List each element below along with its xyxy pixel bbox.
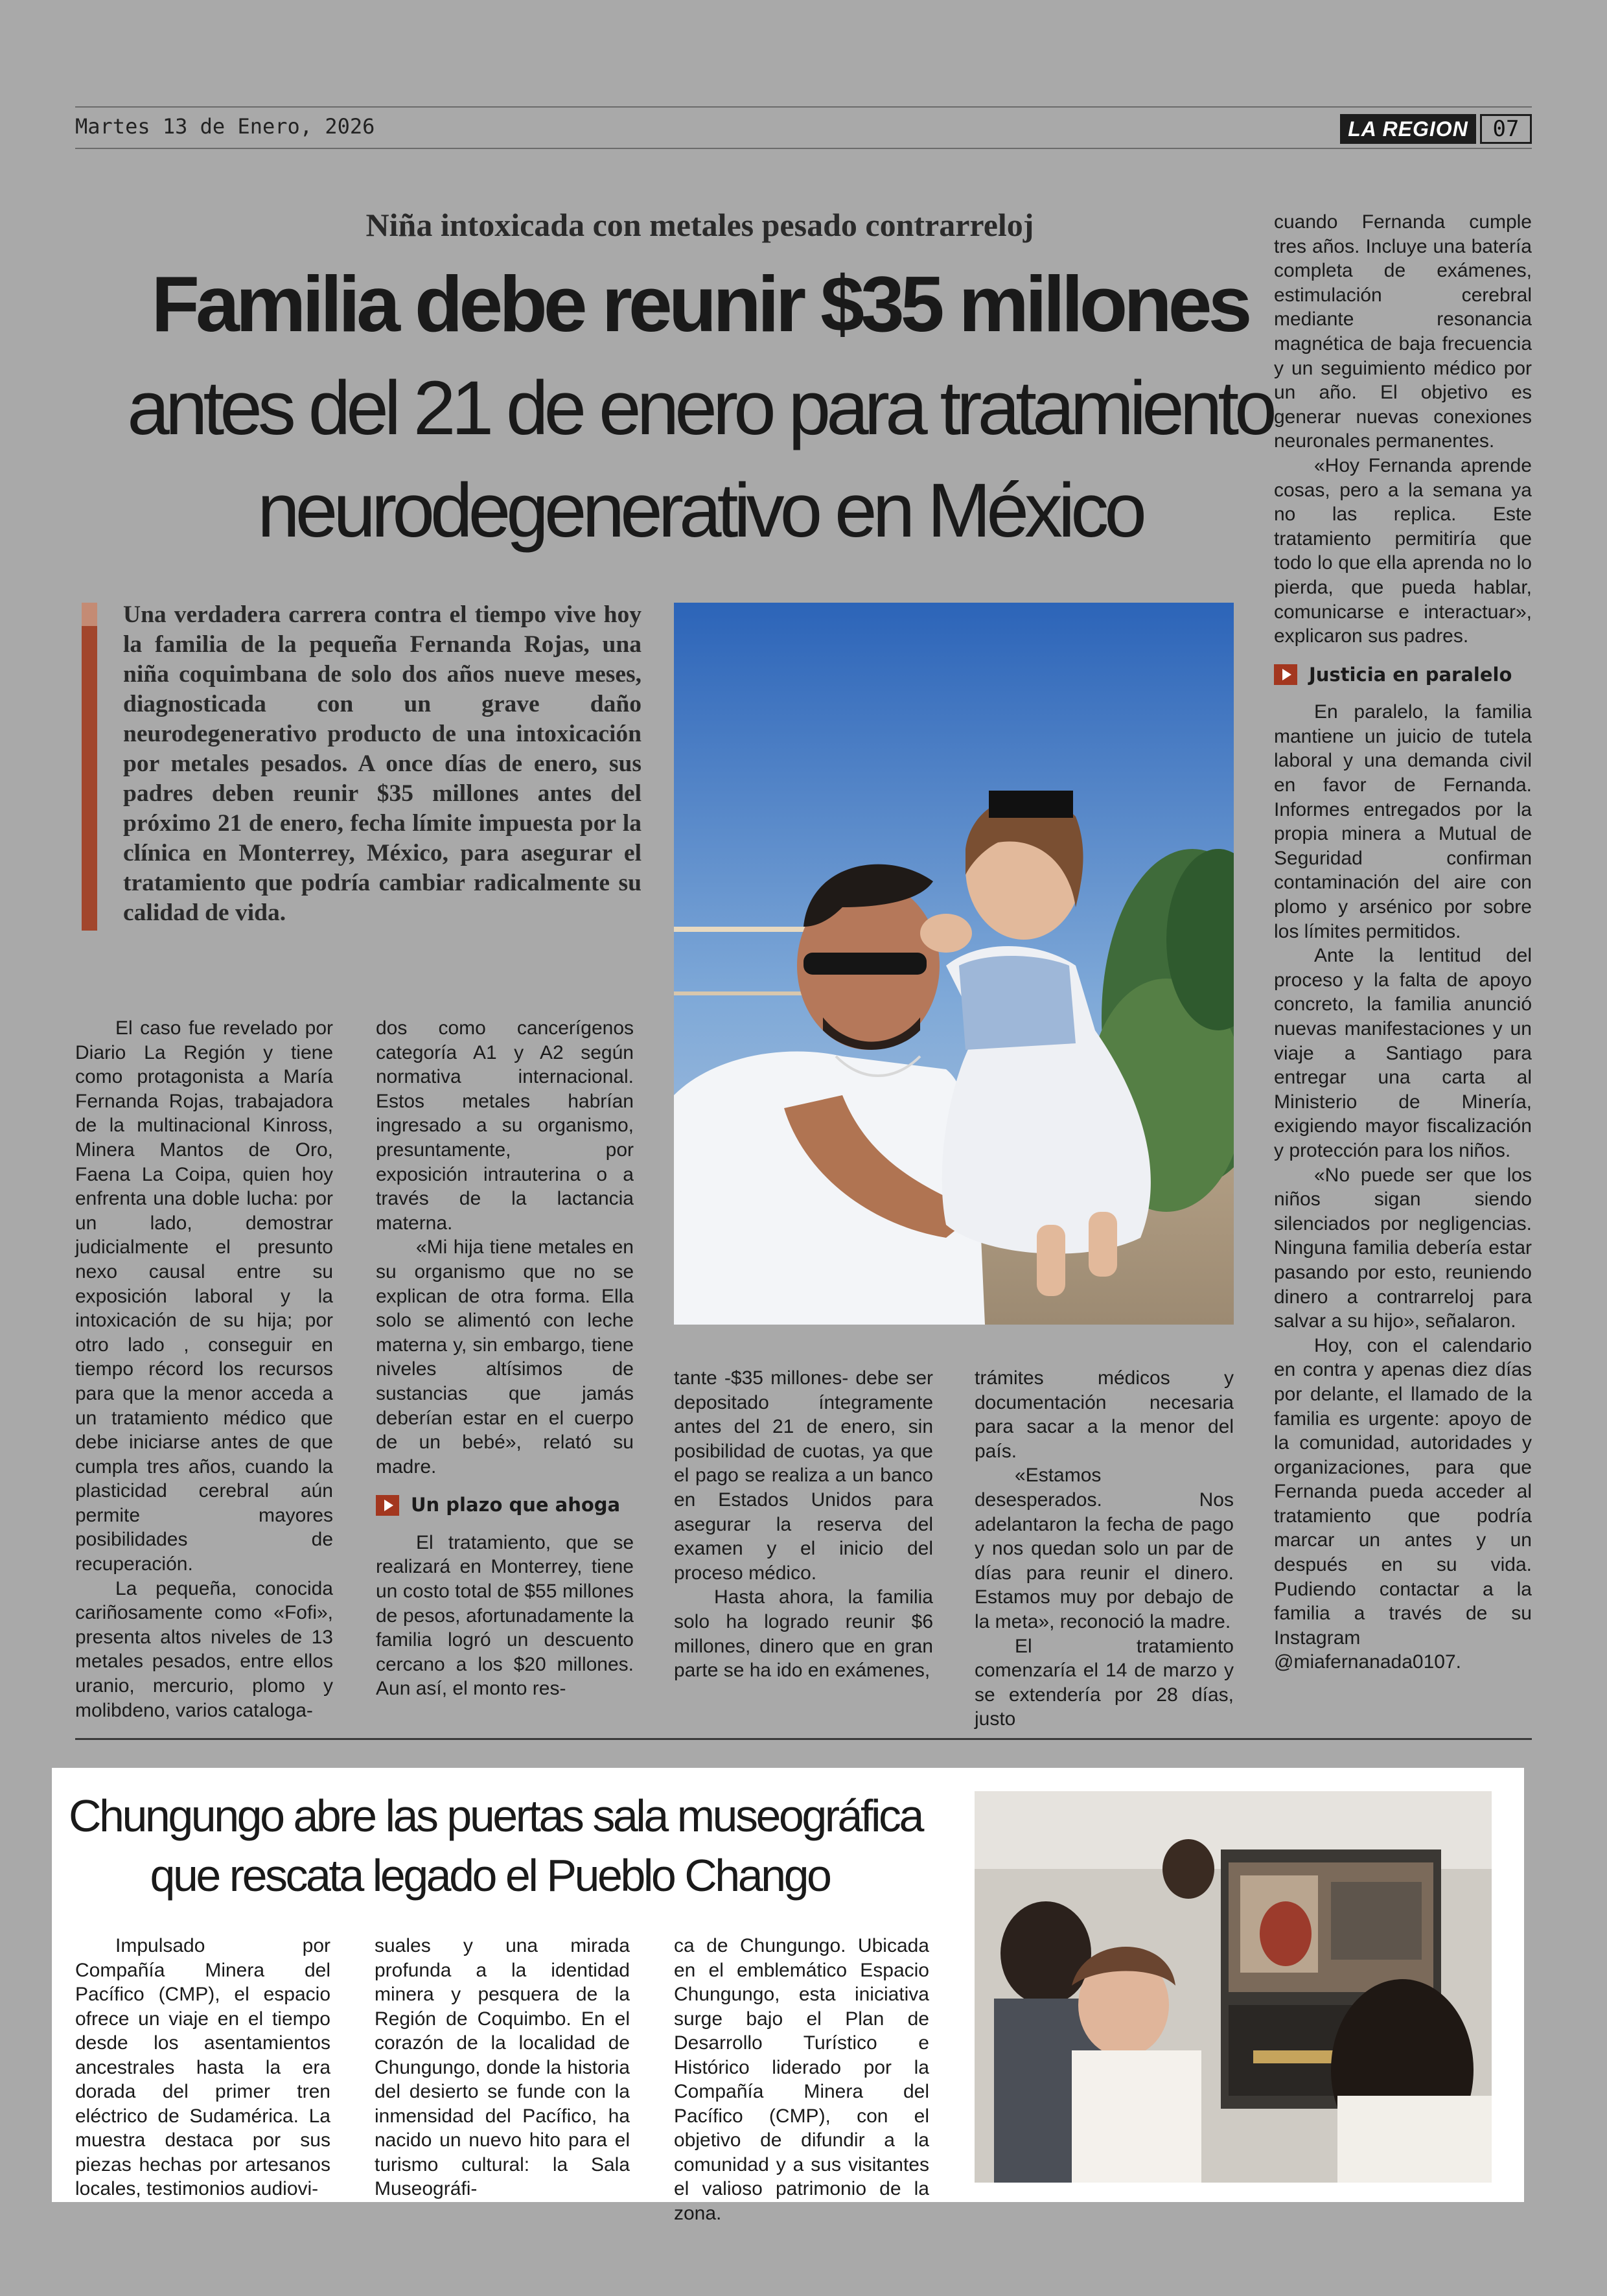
headline-line-3: neurodegenerativo en México [257, 468, 1142, 553]
section-divider [75, 1738, 1532, 1740]
subhead-justicia [1274, 663, 1532, 688]
paragraph: «Estamos desesperados. Nos adelantaron la fecha de pago y nos quedan solo un par de días para reunir el dinero. Estamos muy por debajo de la meta», reconoció la madre. [975, 1465, 1234, 1632]
subhead-label: Justicia en paralelo [1309, 663, 1512, 686]
bottom-headline-line-2: que rescata legado el Pueblo Chango [150, 1850, 830, 1901]
lead-accent-bar [82, 626, 97, 931]
paragraph: El tratamiento, que se realizará en Monterrey, tiene un costo total de $55 millones de pesos, afortunadamente la familia logró un descuento cercano a los $20 millones. Aun así, el monto res- [376, 1531, 634, 1700]
paragraph: En paralelo, la familia mantiene un juicio de tutela laboral y una demanda civil en favor de Fernanda. Informes entregados por la propia minera a Mutual de Seguridad confirman contaminación del aire con plomo y arsénico por sobre los límites permitidos. [1274, 701, 1532, 942]
paragraph: dos como cancerígenos categoría A1 y A2 según normativa internacional. Estos metales habrían ingresado a su organismo, presuntamente, por exposición intrauterina o a través de la lactancia materna. [376, 1017, 634, 1234]
bottom-headline-line-1: Chungungo abre las puertas sala museográfica [69, 1791, 922, 1841]
paragraph: «Hoy Fernanda aprende cosas, pero a la semana ya no las replica. Este tratamiento permitiría que todo lo que ella aprenda no lo pierda, que pueda hablar, comunicarse e interactuar», explicaron sus padres. [1274, 454, 1532, 647]
subhead-label: Un plazo que ahoga [411, 1494, 621, 1516]
masthead-box [1340, 114, 1532, 144]
bottom-column-3 [674, 1934, 929, 2225]
paragraph: Ante la lentitud del proceso y la falta de apoyo concreto, la familia anunció nuevas manifestaciones y un viaje a Santiago para entregar una carta al Ministerio de Minería, exigiendo mayor fiscalización y protección para los niños. [1274, 945, 1532, 1161]
paragraph: ca de Chungungo. Ubicada en el emblemático Espacio Chungungo, esta iniciativa surge bajo el Plan de Desarrollo Turístico e Histórico liderado por la Compañía Minera del Pacífico (CMP), con el objetivo de difundir a la comunidad y a sus visitantes el valioso patrimonio de la zona. [674, 1935, 929, 2224]
paragraph: «No puede ser que los niños sigan siendo silenciados por negligencias. Ninguna familia debería estar pasando por esto, reuniendo dinero a contrarreloj para salvar a su hijo», señalaron. [1274, 1164, 1532, 1332]
issue-date: Martes 13 de Enero, 2026 [75, 114, 375, 139]
bottom-column-2 [375, 1934, 630, 2201]
article-lead: Una verdadera carrera contra el tiempo vive hoy la familia de la pequeña Fernanda Rojas, una niña coquimbana de solo dos años nueve meses, diagnosticada con un grave daño neurodegenerativo producto de una intoxicación por metales pesados. A once días de enero, sus padres deben reunir $35 millones antes del próximo 21 de enero, fecha límite impuesta por la clínica en Monterrey, México, para asegurar el tratamiento que podría cambiar radicalmente su calidad de vida. [123, 601, 642, 926]
paragraph: suales y una mirada profunda a la identidad minera y pesquera de la Región de Coquimbo. En el corazón de la localidad de Chungungo, donde la historia del desierto se funde con la inmensidad del Pacífico, ha nacido un nuevo hito para el turismo cultural: la Sala Museográfi- [375, 1935, 630, 2199]
headline-line-2: antes del 21 de enero para tratamiento [127, 365, 1273, 451]
bottom-column-1 [75, 1934, 330, 2201]
father-daughter-photo [674, 603, 1234, 1325]
headline-line-1: Familia debe reunir $35 millones [151, 260, 1249, 348]
paragraph: Hoy, con el calendario en contra y apenas diez días por delante, el llamado de la familia es urgente: apoyo de la comunidad, autoridades y organizaciones, para que Fernanda pueda acceder al tratamiento que podría marcar un antes y un después en su vida. Pudiendo contactar a la familia a través de su Instagram @miafernanada0107. [1274, 1334, 1532, 1673]
article-kicker: Niña intoxicada con metales pesado contrarreloj [365, 207, 1034, 243]
paragraph: Hasta ahora, la familia solo ha logrado reunir $6 millones, dinero que en gran parte se ha ido en exámenes, [674, 1586, 933, 1682]
lead-accent-bar-top [82, 603, 97, 626]
page-number: 07 [1480, 114, 1532, 144]
bottom-article-headline [69, 1786, 922, 1905]
article-column-1 [75, 1016, 333, 1722]
article-column-3 [674, 1366, 933, 1683]
paragraph: tante -$35 millones- debe ser depositado íntegramente antes del 21 de enero, sin posibilidad de cuotas, ya que el pago se realiza a un banco en Estados Unidos para asegurar la reserva del examen y el inicio del proceso médico. [674, 1367, 933, 1584]
paragraph: El tratamiento comenzaría el 14 de marzo y se extendería por 28 días, justo [975, 1635, 1234, 1730]
brand-logo: LA REGION [1340, 114, 1476, 144]
article-column-2 [376, 1016, 634, 1701]
paragraph: La pequeña, conocida cariñosamente como «Fofi», presenta altos niveles de 13 metales pesados, entre ellos uranio, mercurio, plomo y molibdeno, varios cataloga- [75, 1577, 333, 1721]
paragraph: cuando Fernanda cumple tres años. Incluye una batería completa de exámenes, estimulación cerebral mediante resonancia magnética de baja frecuencia y un seguimiento médico por un año. El objetivo es generar nuevas conexiones neuronales permanentes. [1274, 211, 1532, 452]
paragraph: Impulsado por Compañía Minera del Pacífico (CMP), el espacio ofrece un viaje en el tiempo desde los asentamientos ancestrales hasta la era dorada del primer tren eléctrico de Sudamérica. La muestra destaca por sus piezas hechas por artesanos locales, testimonios audiovi- [75, 1935, 330, 2199]
museum-visitors-photo [975, 1791, 1492, 2183]
article-column-5 [1274, 210, 1532, 1675]
play-icon [376, 1495, 399, 1516]
header-top-rule [75, 106, 1532, 108]
paragraph: El caso fue revelado por Diario La Región y tiene como protagonista a María Fernanda Rojas, trabajadora de la multinacional Kinross, Minera Mantos de Oro, Faena La Coipa, quien hoy enfrenta una doble lucha: por un lado, demostrar judicialmente el presunto nexo causal entre su exposición laboral y la intoxicación de su hija; por otro lado , conseguir en tiempo récord los recursos para que la menor acceda a un tratamiento médico que debe iniciarse antes de que cumpla tres años, cuando la plasticidad cerebral aún permite mayores posibilidades de recuperación. [75, 1017, 333, 1575]
header-bottom-rule [75, 148, 1532, 149]
article-column-4 [975, 1366, 1234, 1732]
paragraph: «Mi hija tiene metales en su organismo que no se explican de otra forma. Ella solo se alimentó con leche materna y, sin embargo, tiene niveles altísimos de sustancias que jamás deberían estar en el cuerpo de un bebé», relató su madre. [376, 1236, 634, 1478]
subhead-plazo [376, 1493, 634, 1518]
play-icon [1274, 664, 1297, 685]
paragraph: trámites médicos y documentación necesaria para sacar a la menor del país. [975, 1367, 1234, 1462]
